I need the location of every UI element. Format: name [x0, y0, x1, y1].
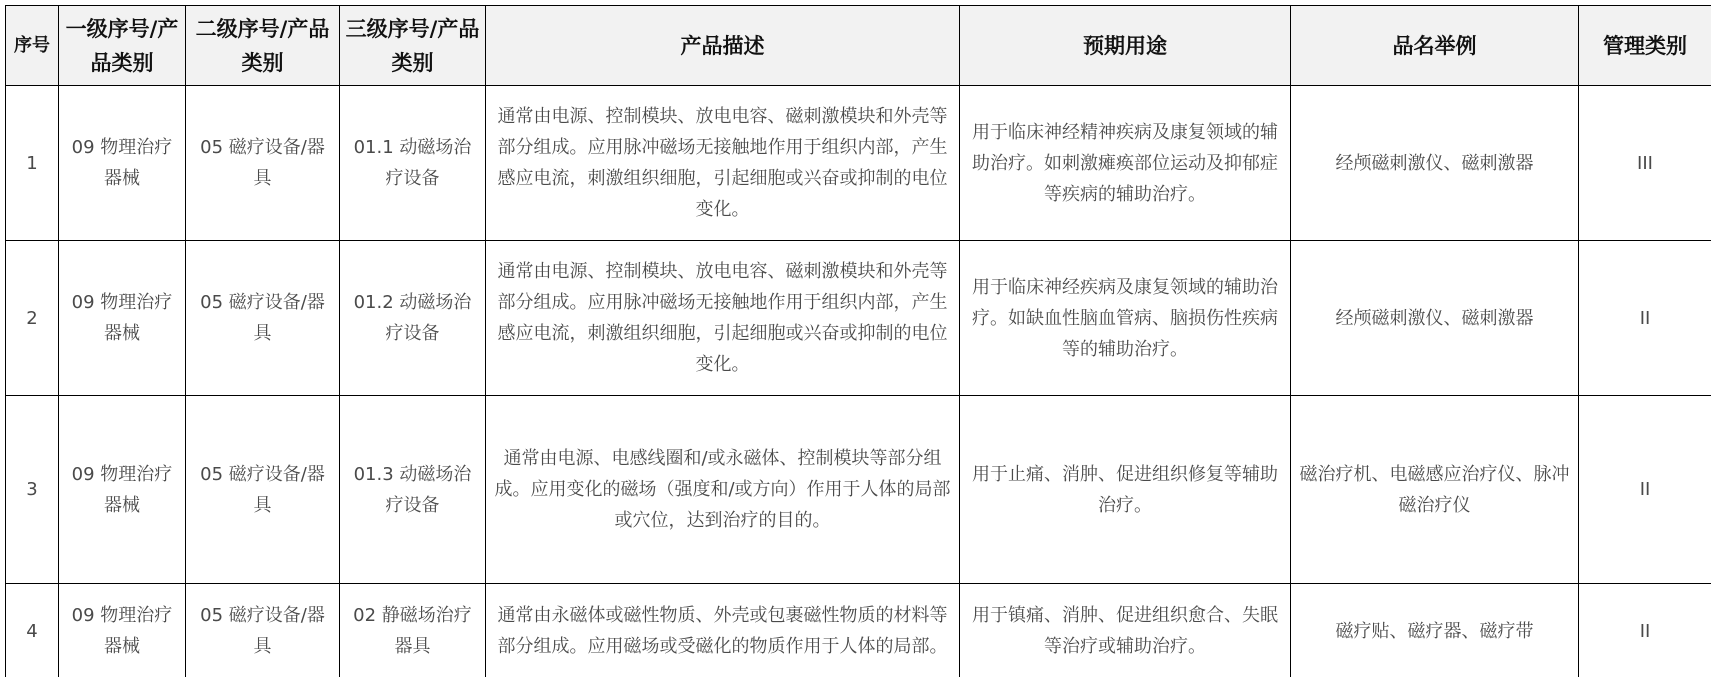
header-management-class: 管理类别	[1579, 6, 1712, 86]
cell-management-class: III	[1579, 86, 1712, 241]
document-page	[5, 5, 1711, 677]
cell-management-class: II	[1579, 396, 1712, 584]
cell-name-examples: 经颅磁刺激仪、磁刺激器	[1291, 86, 1579, 241]
cell-level2: 05 磁疗设备/器具	[186, 86, 340, 241]
cell-management-class: II	[1579, 241, 1712, 396]
cell-seq: 2	[6, 241, 59, 396]
cell-level2: 05 磁疗设备/器具	[186, 241, 340, 396]
cell-description: 通常由电源、电感线圈和/或永磁体、控制模块等部分组成。应用变化的磁场（强度和/或方向）作用于人体的局部或穴位，达到治疗的目的。	[486, 396, 960, 584]
table-row	[6, 86, 1712, 241]
cell-level3: 01.3 动磁场治疗设备	[340, 396, 486, 584]
table-row	[6, 584, 1712, 678]
header-row	[6, 6, 1712, 86]
cell-intended-use: 用于临床神经精神疾病及康复领域的辅助治疗。如刺激瘫痪部位运动及抑郁症等疾病的辅助治疗。	[960, 86, 1291, 241]
cell-name-examples: 经颅磁刺激仪、磁刺激器	[1291, 241, 1579, 396]
table-row	[6, 396, 1712, 584]
cell-level1: 09 物理治疗器械	[59, 396, 186, 584]
cell-level2: 05 磁疗设备/器具	[186, 396, 340, 584]
cell-level3: 01.2 动磁场治疗设备	[340, 241, 486, 396]
cell-level1: 09 物理治疗器械	[59, 86, 186, 241]
cell-intended-use: 用于止痛、消肿、促进组织修复等辅助治疗。	[960, 396, 1291, 584]
header-intended-use: 预期用途	[960, 6, 1291, 86]
cell-description: 通常由电源、控制模块、放电电容、磁刺激模块和外壳等部分组成。应用脉冲磁场无接触地作用于组织内部，产生感应电流，刺激组织细胞，引起细胞或兴奋或抑制的电位变化。	[486, 241, 960, 396]
cell-name-examples: 磁治疗机、电磁感应治疗仪、脉冲磁治疗仪	[1291, 396, 1579, 584]
cell-description: 通常由永磁体或磁性物质、外壳或包裹磁性物质的材料等部分组成。应用磁场或受磁化的物质作用于人体的局部。	[486, 584, 960, 678]
table-row	[6, 241, 1712, 396]
cell-seq: 4	[6, 584, 59, 678]
cell-management-class: II	[1579, 584, 1712, 678]
cell-seq: 1	[6, 86, 59, 241]
cell-level3: 01.1 动磁场治疗设备	[340, 86, 486, 241]
header-description: 产品描述	[486, 6, 960, 86]
cell-name-examples: 磁疗贴、磁疗器、磁疗带	[1291, 584, 1579, 678]
cell-level2: 05 磁疗设备/器具	[186, 584, 340, 678]
cell-intended-use: 用于临床神经疾病及康复领域的辅助治疗。如缺血性脑血管病、脑损伤性疾病等的辅助治疗。	[960, 241, 1291, 396]
cell-intended-use: 用于镇痛、消肿、促进组织愈合、失眠等治疗或辅助治疗。	[960, 584, 1291, 678]
classification-table	[5, 5, 1711, 677]
cell-description: 通常由电源、控制模块、放电电容、磁刺激模块和外壳等部分组成。应用脉冲磁场无接触地作用于组织内部，产生感应电流，刺激组织细胞，引起细胞或兴奋或抑制的电位变化。	[486, 86, 960, 241]
cell-level1: 09 物理治疗器械	[59, 584, 186, 678]
header-level3: 三级序号/产品类别	[340, 6, 486, 86]
header-level1: 一级序号/产品类别	[59, 6, 186, 86]
header-seq: 序号	[6, 6, 59, 86]
cell-seq: 3	[6, 396, 59, 584]
cell-level1: 09 物理治疗器械	[59, 241, 186, 396]
header-level2: 二级序号/产品类别	[186, 6, 340, 86]
header-name-examples: 品名举例	[1291, 6, 1579, 86]
cell-level3: 02 静磁场治疗器具	[340, 584, 486, 678]
